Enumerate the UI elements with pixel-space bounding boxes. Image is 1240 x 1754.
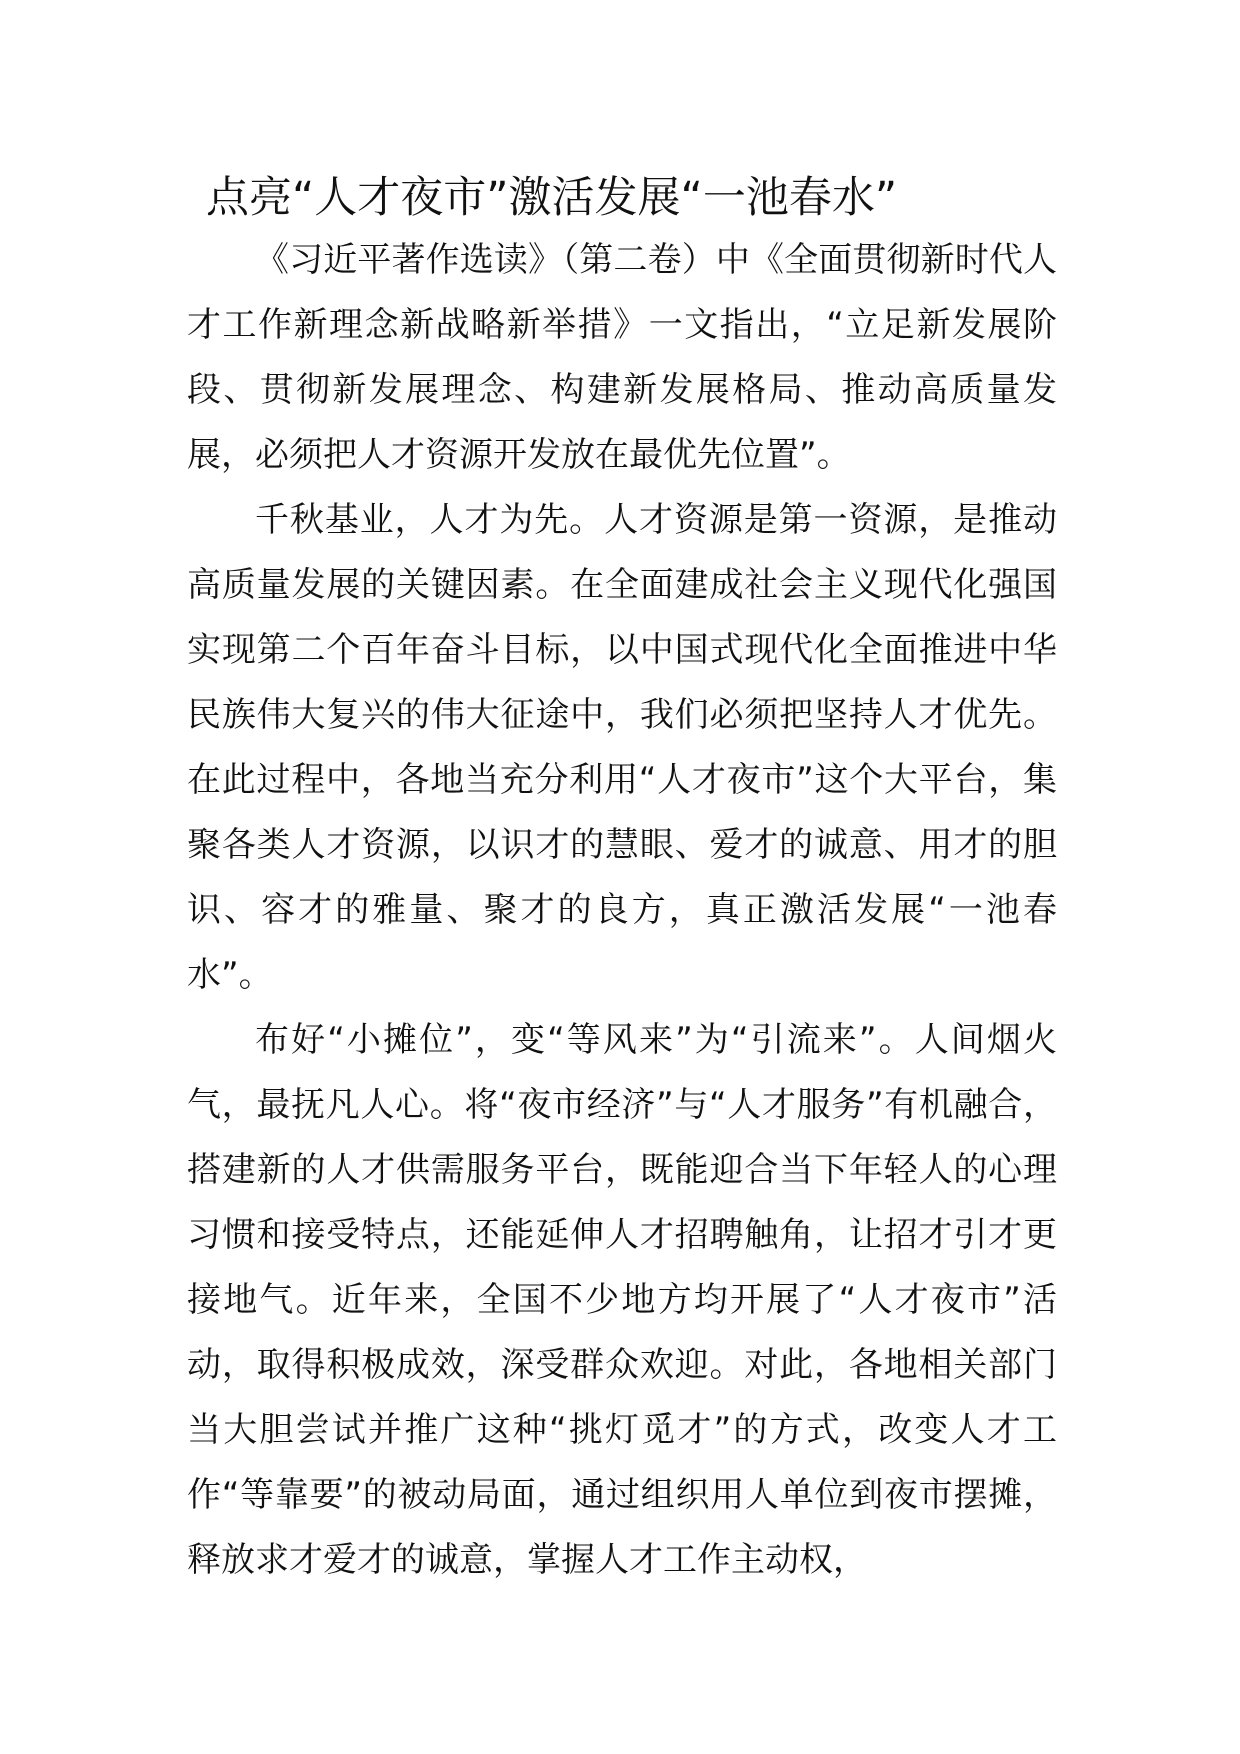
- paragraph-1: 《习近平著作选读》（第二卷）中《全面贯彻新时代人才工作新理念新战略新举措》一文指出，“立足新发展阶段、贯彻新发展理念、构建新发展格局、推动高质量发展，必须把人才资源开发放在最优先位置”。: [187, 240, 1057, 475]
- article-title: 点亮“人才夜市”激活发展“一池春水”: [206, 173, 898, 223]
- paragraph-2: 千秋基业，人才为先。人才资源是第一资源，是推动高质量发展的关键因素。在全面建成社会主义现代化强国实现第二个百年奋斗目标，以中国式现代化全面推进中华民族伟大复兴的伟大征途中，我们必须把坚持人才优先。在此过程中，各地当充分利用“人才夜市”这个大平台，集聚各类人才资源，以识才的慧眼、爱才的诚意、用才的胆识、容才的雅量、聚才的良方，真正激活发展“一池春水”。: [187, 500, 1057, 995]
- article-body: [187, 228, 1057, 1593]
- paragraph-3: 布好“小摊位”，变“等风来”为“引流来”。人间烟火气，最抚凡人心。将“夜市经济”与“人才服务”有机融合，搭建新的人才供需服务平台，既能迎合当下年轻人的心理习惯和接受特点，还能延伸人才招聘触角，让招才引才更接地气。近年来，全国不少地方均开展了“人才夜市”活动，取得积极成效，深受群众欢迎。对此，各地相关部门当大胆尝试并推广这种“挑灯觅才”的方式，改变人才工作“等靠要”的被动局面，通过组织用人单位到夜市摆摊，释放求才爱才的诚意，掌握人才工作主动权，: [187, 1020, 1057, 1580]
